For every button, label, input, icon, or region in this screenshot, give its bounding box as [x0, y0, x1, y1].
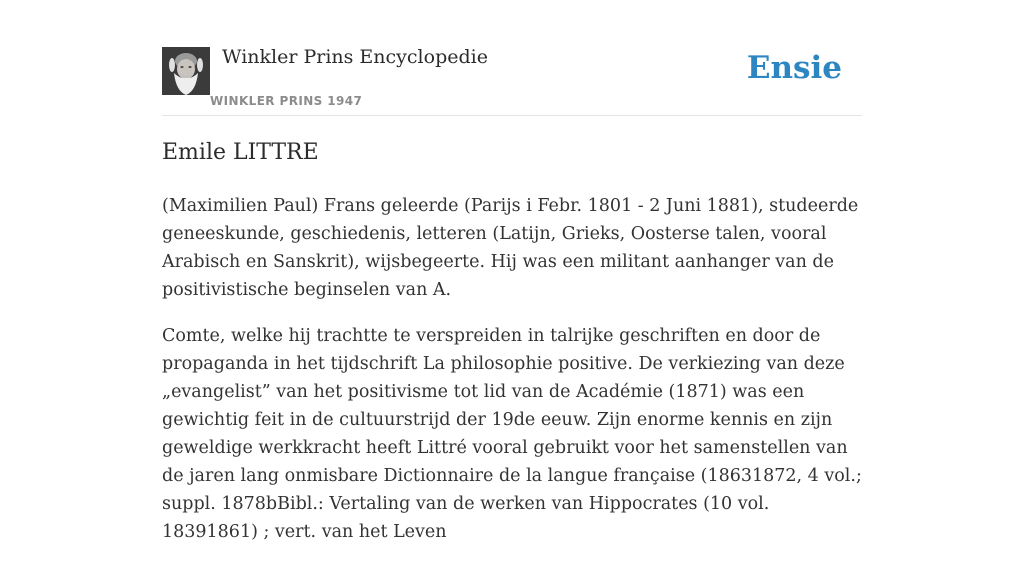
article-body: [162, 192, 862, 564]
site-header: [162, 40, 862, 116]
site-subtitle: WINKLER PRINS 1947: [210, 94, 363, 108]
site-title[interactable]: Winkler Prins Encyclopedie: [222, 46, 488, 68]
bearded-portrait-icon[interactable]: [162, 47, 210, 95]
article-paragraph: Comte, welke hij trachtte te verspreiden in talrijke geschriften en door de propaganda in het tijdschrift La philosophie positive. De verkiezing van deze „evangelist” van het positivisme tot lid van de Académie (1871) was een gewichtig feit in de cultuurstrijd der 19de eeuw. Zijn enorme kennis en zijn geweldige werkkracht heeft Littré vooral gebruikt voor het samenstellen van de jaren lang onmisbare Dictionnaire de la langue française (18631872, 4 vol.; suppl. 1878bBibl.: Vertaling van de werken van Hippocrates (10 vol. 18391861) ; vert. van het Leven: [162, 326, 862, 542]
article-paragraph: (Maximilien Paul) Frans geleerde (Parijs i Febr. 1801 - 2 Juni 1881), studeerde geneeskunde, geschiedenis, letteren (Latijn, Grieks, Oosterse talen, vooral Arabisch en Sanskrit), wijsbegeerte. Hij was een militant aanhanger van de positivistische beginselen van A.: [162, 196, 859, 300]
brand-logo[interactable]: Ensie: [746, 50, 842, 86]
article-title: Emile LITTRE: [162, 140, 319, 165]
